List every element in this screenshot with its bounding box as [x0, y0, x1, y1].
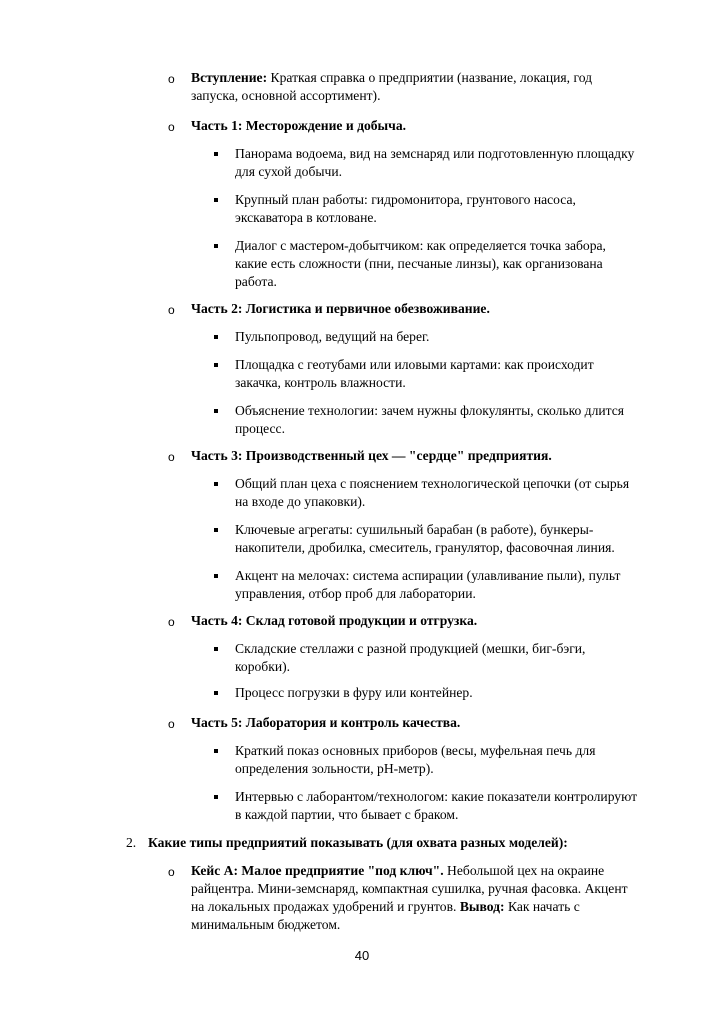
part2-bullet2-line1: Площадка с геотубами или иловыми картами: как происходит — [235, 357, 594, 372]
square-bullet-icon — [214, 647, 218, 651]
square-bullet-icon — [214, 244, 218, 248]
circle-bullet-icon: o — [168, 717, 175, 731]
square-bullet-icon — [214, 749, 218, 753]
part2-heading: Часть 2: Логистика и первичное обезвоживание. — [191, 301, 490, 316]
part1-bullet1-line1: Панорама водоема, вид на земснаряд или подготовленную площадку — [235, 146, 635, 161]
square-bullet-icon — [214, 363, 218, 367]
square-bullet-icon — [214, 198, 218, 202]
part2-bullet1-line1: Пульпопровод, ведущий на берег. — [235, 329, 430, 344]
circle-bullet-icon: o — [168, 72, 175, 86]
square-bullet-icon — [214, 152, 218, 156]
part5-bullet1-line1: Краткий показ основных приборов (весы, муфельная печь для — [235, 743, 596, 758]
square-bullet-icon — [214, 409, 218, 413]
part3-bullet2-line2: накопители, дробилка, смеситель, гранулятор, фасовочная линия. — [235, 540, 615, 555]
part1-heading: Часть 1: Месторождение и добыча. — [191, 118, 407, 133]
part4-heading: Часть 4: Склад готовой продукции и отгрузка. — [191, 613, 478, 628]
part5-bullet2-line1: Интервью с лаборантом/технологом: какие показатели контролируют — [235, 789, 638, 804]
part3-bullet3-line1: Акцент на мелочах: система аспирации (улавливание пыли), пульт — [235, 568, 621, 583]
part5-bullet1-line2: определения зольности, pH-метр). — [235, 761, 434, 776]
part2-bullet2-line2: закачка, контроль влажности. — [235, 375, 406, 390]
square-bullet-icon — [214, 528, 218, 532]
part2-bullet3-line1: Объяснение технологии: зачем нужны флокулянты, сколько длится — [235, 403, 625, 418]
circle-bullet-icon: o — [168, 303, 175, 317]
part1-bullet3-line3: работа. — [235, 274, 277, 289]
part1-bullet3-line1: Диалог с мастером-добытчиком: как определяется точка забора, — [235, 238, 606, 253]
intro-line-2: запуска, основной ассортимент). — [191, 88, 381, 103]
circle-bullet-icon: o — [168, 120, 175, 134]
part4-bullet2-line1: Процесс погрузки в фуру или контейнер. — [235, 685, 473, 700]
circle-bullet-icon: o — [168, 615, 175, 629]
caseA-line-1: Кейс А: Малое предприятие "под ключ". Небольшой цех на окраине — [191, 863, 605, 878]
caseA-line-2: райцентра. Мини-земснаряд, компактная сушилка, ручная фасовка. Акцент — [191, 881, 628, 896]
part4-bullet1-line1: Складские стеллажи с разной продукцией (мешки, биг-бэги, — [235, 641, 586, 656]
square-bullet-icon — [214, 482, 218, 486]
part2-bullet3-line2: процесс. — [235, 421, 285, 436]
part1-bullet3-line2: какие есть сложности (пни, песчаные линзы), как организована — [235, 256, 603, 271]
page-number: 40 — [354, 948, 370, 963]
circle-bullet-icon: o — [168, 865, 175, 879]
part3-bullet2-line1: Ключевые агрегаты: сушильный барабан (в работе), бункеры- — [235, 522, 594, 537]
part1-bullet2-line2: экскаватора в котловане. — [235, 210, 377, 225]
square-bullet-icon — [214, 574, 218, 578]
section-number: 2. — [126, 835, 137, 850]
part3-bullet3-line2: управления, отбор проб для лаборатории. — [235, 586, 476, 601]
part5-bullet2-line2: в каждой партии, что бывает с браком. — [235, 807, 459, 822]
square-bullet-icon — [214, 691, 218, 695]
part5-heading: Часть 5: Лаборатория и контроль качества. — [191, 715, 461, 730]
intro-line-1: Вступление: Краткая справка о предприятии (название, локация, год — [191, 70, 593, 85]
square-bullet-icon — [214, 795, 218, 799]
part4-bullet1-line2: коробки). — [235, 659, 291, 674]
part3-heading: Часть 3: Производственный цех — "сердце" предприятия. — [191, 448, 552, 463]
part3-bullet1-line2: на входе до упаковки). — [235, 494, 366, 509]
part1-bullet2-line1: Крупный план работы: гидромонитора, грунтового насоса, — [235, 192, 576, 207]
caseA-line-3: на локальных продажах удобрений и грунтов. Вывод: Как начать с — [191, 899, 580, 914]
part1-bullet1-line2: для сухой добычи. — [235, 164, 343, 179]
square-bullet-icon — [214, 335, 218, 339]
caseA-line-4: минимальным бюджетом. — [191, 917, 341, 932]
circle-bullet-icon: o — [168, 450, 175, 464]
section2-heading: Какие типы предприятий показывать (для охвата разных моделей): — [148, 835, 568, 850]
part3-bullet1-line1: Общий план цеха с пояснением технологической цепочки (от сырья — [235, 476, 630, 491]
